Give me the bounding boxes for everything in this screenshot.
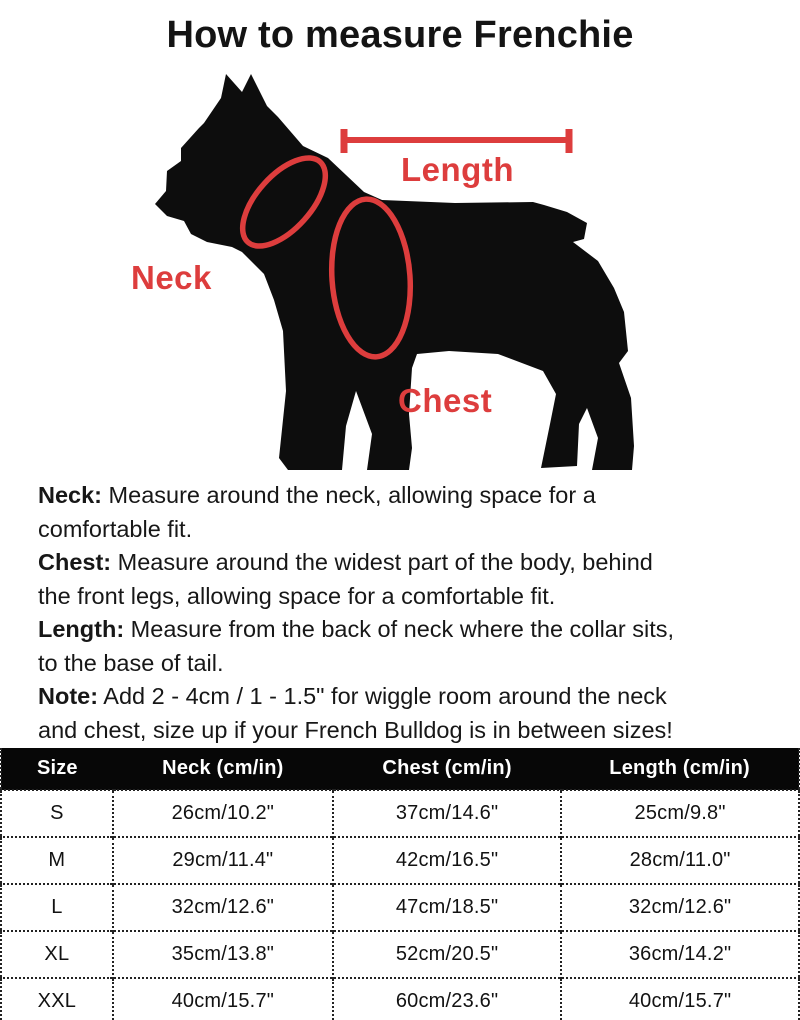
instruction-text: Add 2 - 4cm / 1 - 1.5" for wiggle room around the neck <box>98 683 667 709</box>
length-cell: 40cm/15.7" <box>561 978 799 1020</box>
length-cell: 28cm/11.0" <box>561 837 799 884</box>
column-header-length: Length (cm/in) <box>561 748 799 790</box>
instruction-term: Note: <box>38 683 99 709</box>
instruction-term: Neck: <box>38 482 103 508</box>
neck-label: Neck <box>131 259 212 296</box>
instruction-text: the front legs, allowing space for a comfortable fit. <box>38 582 556 609</box>
length-cell: 32cm/12.6" <box>561 884 799 931</box>
instruction-line <box>38 513 786 547</box>
size-table-body <box>1 790 799 1020</box>
instruction-line <box>38 647 786 681</box>
column-header-chest: Chest (cm/in) <box>333 748 561 790</box>
chest-cell: 42cm/16.5" <box>333 837 561 884</box>
instruction-line <box>38 580 786 614</box>
size-cell: XL <box>1 931 113 978</box>
instruction-text: Measure around the widest part of the body, behind <box>111 549 653 575</box>
column-header-neck: Neck (cm/in) <box>113 748 333 790</box>
instruction-text: to the base of tail. <box>38 649 224 676</box>
instruction-line <box>38 714 786 748</box>
table-row <box>1 884 799 931</box>
chest-cell: 60cm/23.6" <box>333 978 561 1020</box>
neck-cell: 40cm/15.7" <box>113 978 333 1020</box>
header-row <box>1 748 799 790</box>
instruction-term: Chest: <box>38 549 112 575</box>
page-title: How to measure Frenchie <box>166 14 634 56</box>
table-row <box>1 790 799 837</box>
instruction-line <box>38 546 786 580</box>
instruction-text: Measure around the neck, allowing space for a <box>102 482 596 508</box>
instruction-text: Measure from the back of neck where the collar sits, <box>124 616 675 642</box>
instruction-text: and chest, size up if your French Bulldog is in between sizes! <box>38 716 673 743</box>
size-cell: XXL <box>1 978 113 1020</box>
measuring-instructions <box>38 479 786 747</box>
neck-cell: 35cm/13.8" <box>113 931 333 978</box>
table-row <box>1 931 799 978</box>
length-label: Length <box>401 151 514 188</box>
size-cell: M <box>1 837 113 884</box>
instruction-line <box>38 613 786 647</box>
instruction-line <box>38 479 786 513</box>
size-table <box>0 748 800 1020</box>
chest-cell: 52cm/20.5" <box>333 931 561 978</box>
table-row <box>1 978 799 1020</box>
size-table-header <box>1 748 799 790</box>
neck-cell: 29cm/11.4" <box>113 837 333 884</box>
chest-label: Chest <box>398 382 493 419</box>
instruction-text: comfortable fit. <box>38 515 193 542</box>
length-cell: 25cm/9.8" <box>561 790 799 837</box>
column-header-size: Size <box>1 748 113 790</box>
chest-cell: 47cm/18.5" <box>333 884 561 931</box>
table-row <box>1 837 799 884</box>
size-cell: L <box>1 884 113 931</box>
instruction-line <box>38 680 786 714</box>
length-cell: 36cm/14.2" <box>561 931 799 978</box>
chest-cell: 37cm/14.6" <box>333 790 561 837</box>
neck-cell: 32cm/12.6" <box>113 884 333 931</box>
size-cell: S <box>1 790 113 837</box>
instruction-term: Length: <box>38 616 125 642</box>
frenchie-silhouette <box>155 74 634 470</box>
neck-cell: 26cm/10.2" <box>113 790 333 837</box>
